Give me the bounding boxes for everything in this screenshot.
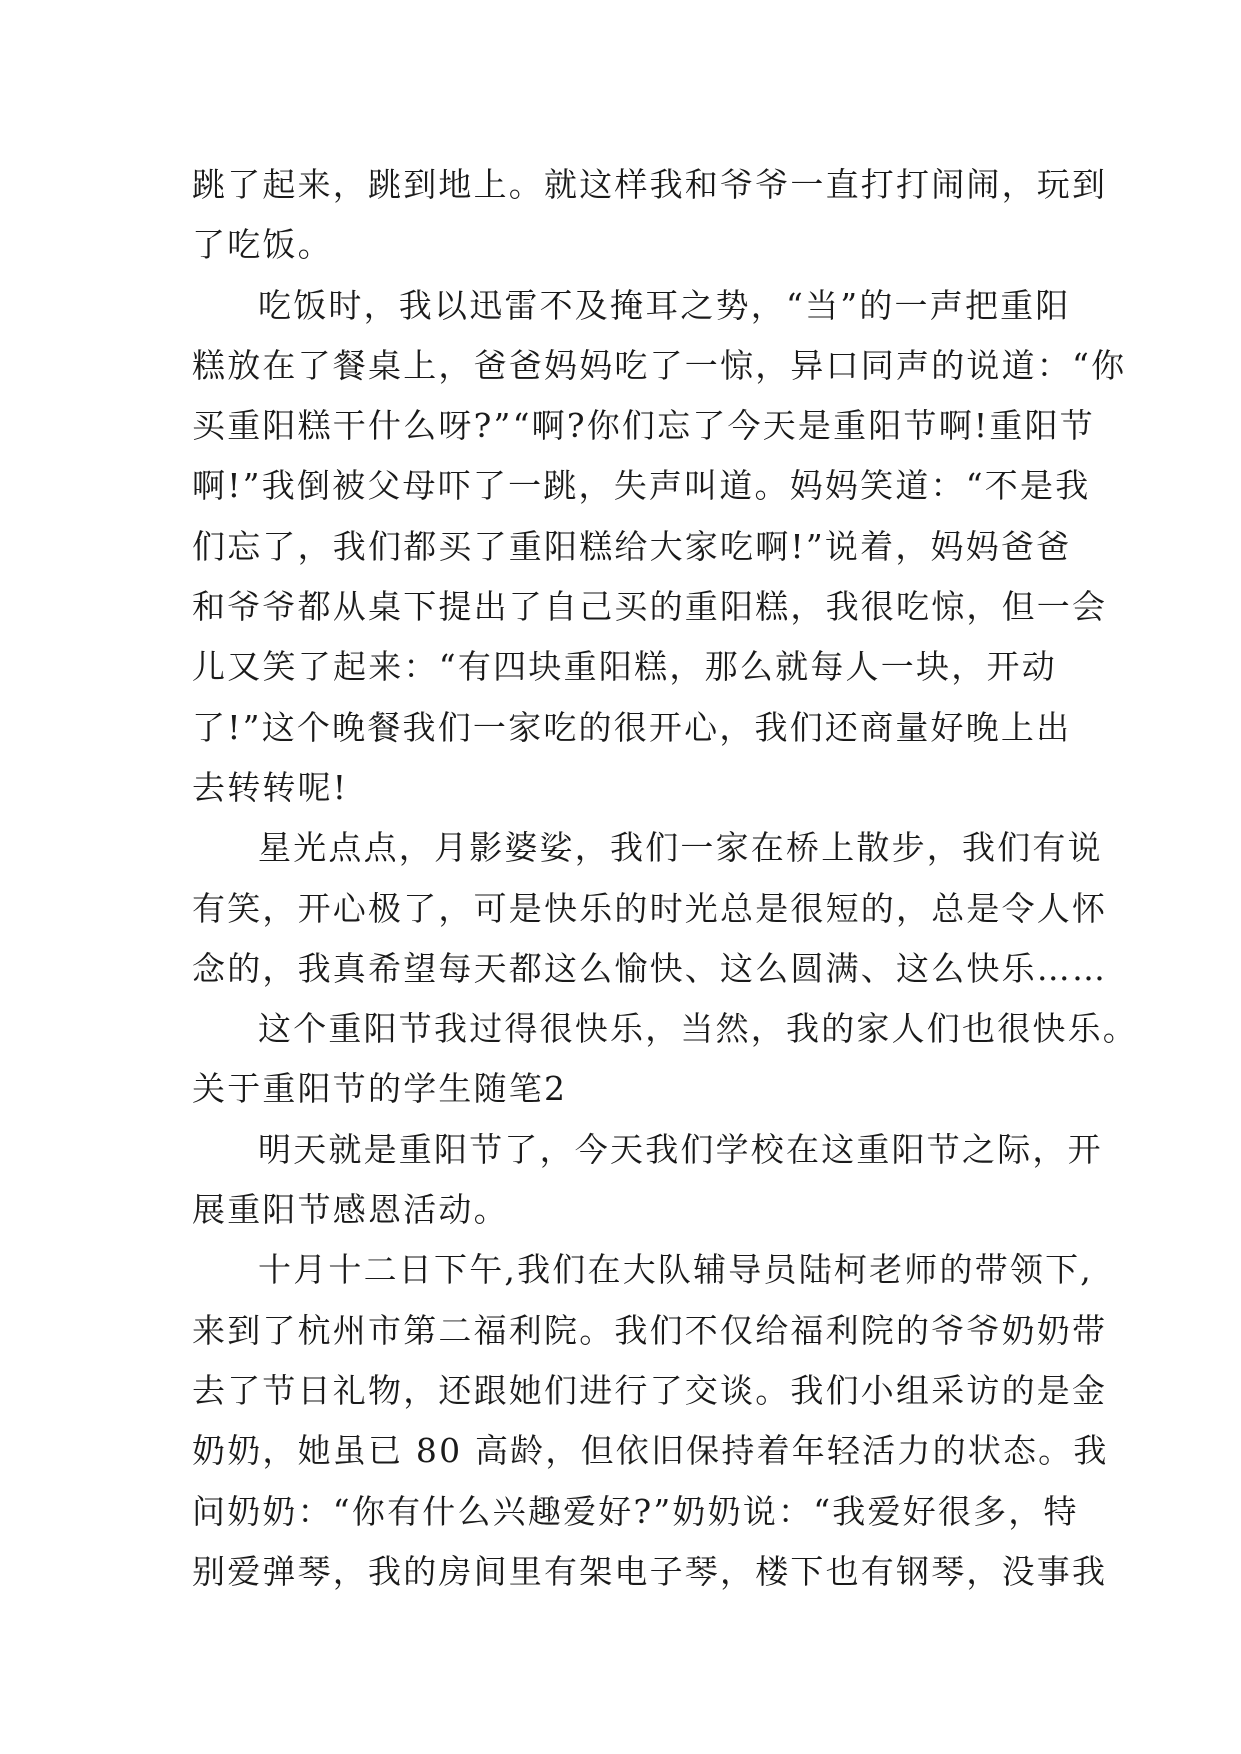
text-line: 明天就是重阳节了，今天我们学校在这重阳节之际，开 <box>258 1129 1103 1169</box>
text-line: 去转转呢! <box>192 767 349 807</box>
text-line: 儿又笑了起来：“有四块重阳糕，那么就每人一块，开动 <box>192 647 1057 687</box>
text-line: 星光点点，月影婆娑，我们一家在桥上散步，我们有说 <box>258 828 1103 868</box>
text-line: 这个重阳节我过得很快乐，当然，我的家人们也很快乐。 <box>258 1009 1138 1049</box>
text-line: 去了节日礼物，还跟她们进行了交谈。我们小组采访的是金 <box>192 1370 1108 1410</box>
text-line: 别爱弹琴，我的房间里有架电子琴，楼下也有钢琴，没事我 <box>192 1551 1108 1591</box>
text-line: 了!”这个晚餐我们一家吃的很开心，我们还商量好晚上出 <box>192 707 1072 747</box>
text-line: 十月十二日下午,我们在大队辅导员陆柯老师的带领下, <box>258 1250 1093 1290</box>
text-line: 和爷爷都从桌下提出了自己买的重阳糕，我很吃惊，但一会 <box>192 587 1108 627</box>
text-line: 买重阳糕干什么呀?”“啊?你们忘了今天是重阳节啊!重阳节 <box>192 406 1095 446</box>
text-line: 啊!”我倒被父母吓了一跳，失声叫道。妈妈笑道：“不是我 <box>192 466 1091 506</box>
text-line: 奶奶，她虽已 80 高龄，但依旧保持着年轻活力的状态。我 <box>192 1431 1109 1471</box>
document-body <box>192 155 1138 1602</box>
text-line: 关于重阳节的学生随笔2 <box>192 1069 568 1109</box>
text-line: 念的，我真希望每天都这么愉快、这么圆满、这么快乐…… <box>192 948 1108 988</box>
text-line: 有笑，开心极了，可是快乐的时光总是很短的，总是令人怀 <box>192 888 1108 928</box>
text-line: 糕放在了餐桌上，爸爸妈妈吃了一惊，异口同声的说道：“你 <box>192 345 1127 385</box>
text-line: 们忘了，我们都买了重阳糕给大家吃啊!”说着，妈妈爸爸 <box>192 526 1072 566</box>
text-line: 了吃饭。 <box>192 225 333 265</box>
text-line: 跳了起来，跳到地上。就这样我和爷爷一直打打闹闹，玩到 <box>192 165 1108 204</box>
text-line: 吃饭时，我以迅雷不及掩耳之势，“当”的一声把重阳 <box>258 285 1071 325</box>
text-line: 展重阳节感恩活动。 <box>192 1190 509 1230</box>
text-line: 问奶奶：“你有什么兴趣爱好?”奶奶说：“我爱好很多，特 <box>192 1491 1079 1531</box>
text-line: 来到了杭州市第二福利院。我们不仅给福利院的爷爷奶奶带 <box>192 1310 1108 1350</box>
